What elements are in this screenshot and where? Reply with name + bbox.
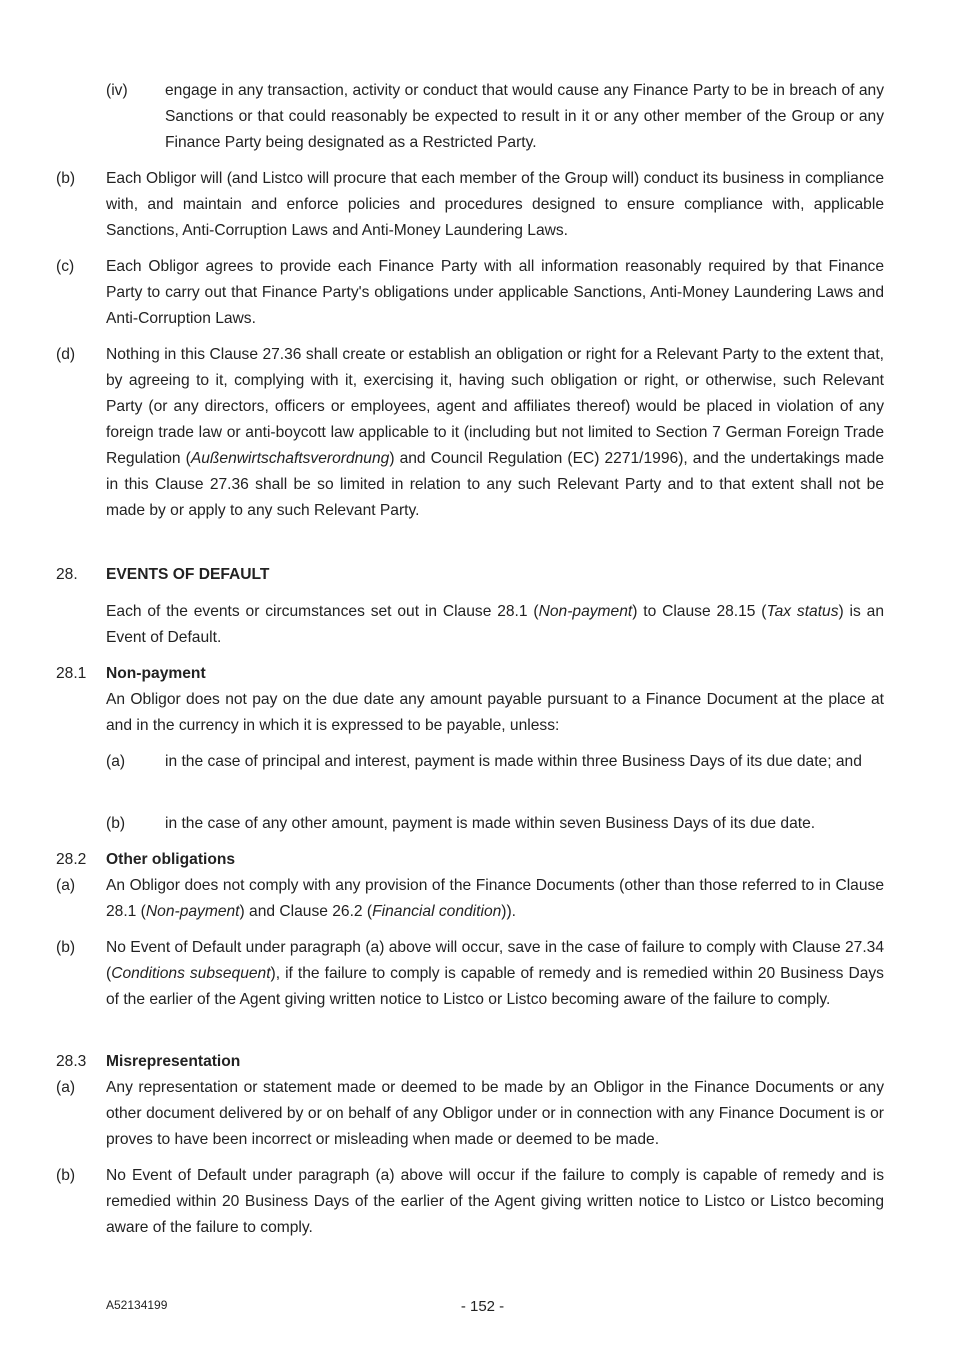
clause-28-3-a-label: (a) xyxy=(56,1079,76,1096)
clause-28-2-number: 28.2 xyxy=(56,851,87,868)
clause-28-3-title: Misrepresentation xyxy=(106,1053,241,1070)
clause-28-2-b-label: (b) xyxy=(56,939,76,956)
clause-28-3-number: 28.3 xyxy=(56,1053,87,1070)
clause-28-1-title: Non-payment xyxy=(106,665,206,682)
clause-28-2-a-text: An Obligor does not comply with any provision of the Finance Documents (other than those referred to in Clause 28.1 (Non-payment) and Clause 26.2 (Financial condition)). xyxy=(106,877,884,920)
clause-28-2-b-text: No Event of Default under paragraph (a) above will occur, save in the case of failure to comply with Clause 27.34 (Conditions subsequent), if the failure to comply is capable of remedy and is remedied within 20 Business Days of the earlier of the Agent giving written notice to Listco or Listco becoming aware of the failure to comply. xyxy=(106,939,884,1008)
clause-28-1-b-text: in the case of any other amount, payment is made within seven Business Days of its due date. xyxy=(165,815,816,832)
document-reference: A52134199 xyxy=(106,1298,168,1312)
clause-28-3-b-label: (b) xyxy=(56,1167,76,1184)
clause-28-1-text: An Obligor does not pay on the due date any amount payable pursuant to a Finance Document at the place at and in the currency in which it is expressed to be payable, unless: xyxy=(106,691,884,734)
item-d-text: Nothing in this Clause 27.36 shall create or establish an obligation or right for a Relevant Party to the extent that, by agreeing to it, complying with it, exercising it, having such obligation or right, or otherwise, such Relevant Party (or any directors, officers or employees, agent and affiliates thereof) would be placed in violation of any foreign trade law or anti-boycott law applicable to it (including but not limited to Section 7 German Foreign Trade Regulation (Außenwirtschaftsverordnung) and Council Regulation (EC) 2271/1996), and the undertakings made in this Clause 27.36 shall be so limited in relation to any such Relevant Party and to that extent shall not be made by or apply to any such Relevant Party. xyxy=(106,346,884,519)
section-28-intro: Each of the events or circumstances set out in Clause 28.1 (Non-payment) to Clause 28.15 (Tax status) is an Event of Default. xyxy=(106,603,885,646)
clause-28-2-a-label: (a) xyxy=(56,877,76,894)
page-number: - 152 - xyxy=(460,1298,505,1315)
section-28-title: EVENTS OF DEFAULT xyxy=(106,566,270,583)
section-28-number: 28. xyxy=(56,566,78,583)
clause-28-2-title: Other obligations xyxy=(106,851,236,868)
clause-28-1-b-label: (b) xyxy=(106,815,126,832)
item-c-label: (c) xyxy=(56,258,75,275)
item-d-label: (d) xyxy=(56,346,76,363)
item-iv-text: engage in any transaction, activity or conduct that would cause any Finance Party to be in breach of any Sanctions or that could reasonably be expected to result in it or any other member of the Group or any Finance Party being designated as a Restricted Party. xyxy=(165,82,884,151)
item-b-text: Each Obligor will (and Listco will procure that each member of the Group will) conduct its business in compliance with, and maintain and enforce policies and procedures designed to ensure compliance with, applicable Sanctions, Anti-Corruption Laws and Anti-Money Laundering Laws. xyxy=(106,170,884,239)
item-iv-label: (iv) xyxy=(106,82,128,99)
clause-28-1-a-text: in the case of principal and interest, payment is made within three Business Days of its due date; and xyxy=(165,753,862,770)
clause-28-1-a-label: (a) xyxy=(106,753,126,770)
clause-28-3-b-text: No Event of Default under paragraph (a) above will occur if the failure to comply is capable of remedy and is remedied within 20 Business Days of the earlier of the Agent giving written notice to Listco or Listco becoming aware of the failure to comply. xyxy=(106,1167,884,1236)
item-c-text: Each Obligor agrees to provide each Finance Party with all information reasonably required by that Finance Party to carry out that Finance Party's obligations under applicable Sanctions, Anti-Money Laundering Laws and Anti-Corruption Laws. xyxy=(106,258,884,327)
clause-28-1-number: 28.1 xyxy=(56,665,87,682)
item-b-label: (b) xyxy=(56,170,76,187)
clause-28-3-a-text: Any representation or statement made or deemed to be made by an Obligor in the Finance Documents or any other document delivered by or on behalf of any Obligor under or in connection with any Finance Document is or proves to have been incorrect or misleading when made or deemed to be made. xyxy=(106,1079,884,1148)
